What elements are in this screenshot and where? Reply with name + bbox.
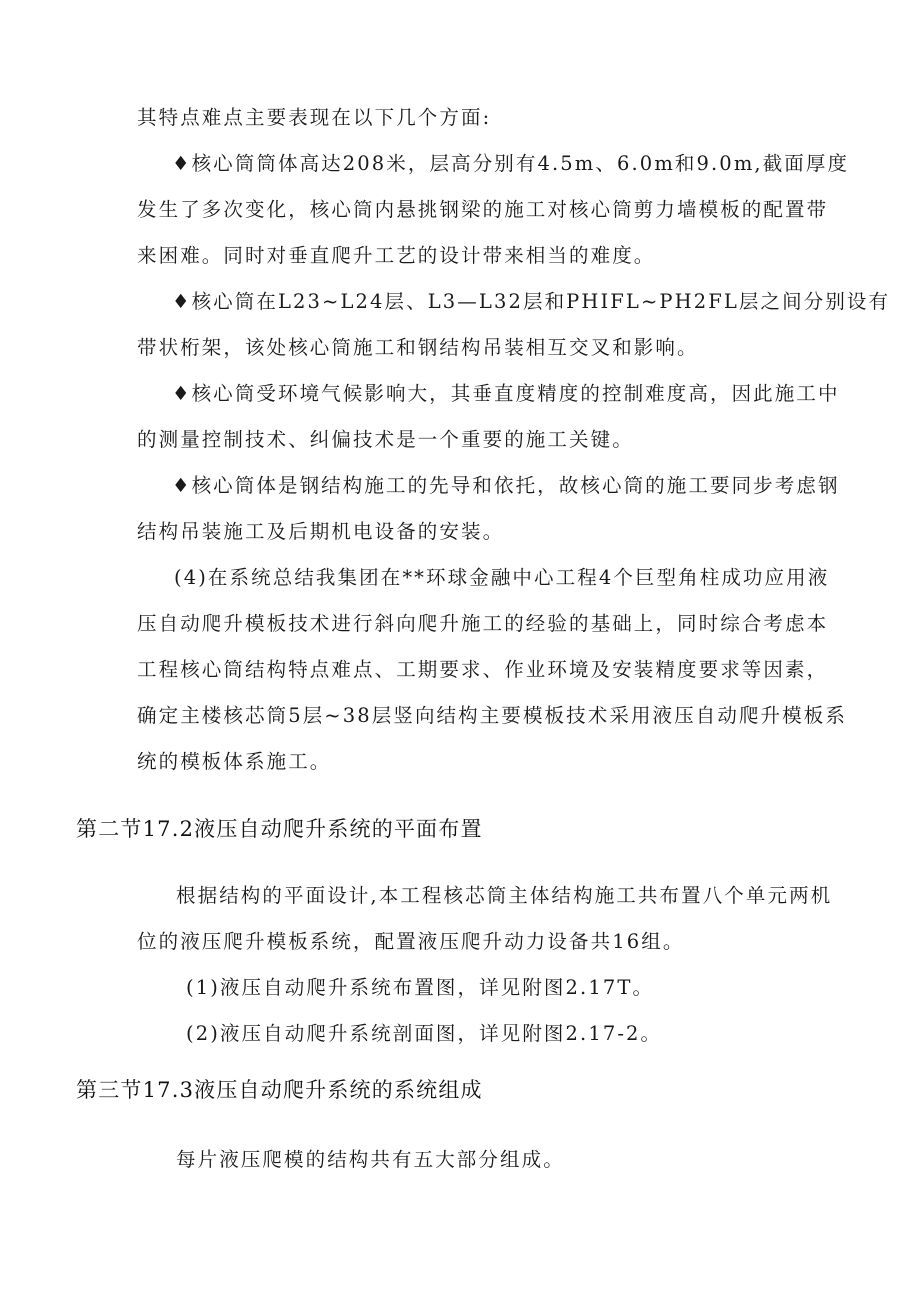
section2-line2: 位的液压爬升模板系统，配置液压爬升动力设备共16组。 [137,930,685,953]
bullet1-line1: ♦核心筒筒体高达208米，层高分别有4.5m、6.0m和9.0m,截面厚度 [172,152,850,175]
bullet4-line2: 结构吊装施工及后期机电设备的安装。 [137,520,505,543]
para4-line3: 工程核心筒结构特点难点、工期要求、作业环境及安装精度要求等因素， [137,658,829,681]
section2-item2: (2)液压自动爬升系统剖面图，详见附图2.17-2。 [186,1022,663,1045]
para4-line4: 确定主楼核芯筒5层~38层竖向结构主要模板技术采用液压自动爬升模板系 [137,704,847,727]
para4-line5: 统的模板体系施工。 [137,750,332,773]
bullet3-line2: 的测量控制技术、纠偏技术是一个重要的施工关键。 [137,428,634,451]
section3-heading: 第三节17.3液压自动爬升系统的系统组成 [76,1078,483,1102]
bullet1-line3: 来困难。同时对垂直爬升工艺的设计带来相当的难度。 [137,244,656,267]
section2-item1: (1)液压自动爬升系统布置图，详见附图2.17T。 [186,976,655,999]
section3-line1: 每片液压爬模的结构共有五大部分组成。 [176,1148,565,1171]
bullet3-line1: ♦核心筒受环境气候影响大，其垂直度精度的控制难度高，因此施工中 [172,382,840,405]
bullet2-line2: 带状桁架，该处核心筒施工和钢结构吊装相互交叉和影响。 [137,336,699,359]
para4-line2: 压自动爬升模板技术进行斜向爬升施工的经验的基础上，同时综合考虑本 [137,612,829,635]
section2-line1: 根据结构的平面设计,本工程核芯筒主体结构施工共布置八个单元两机 [176,884,833,907]
bullet1-line2: 发生了多次变化，核心筒内悬挑钢梁的施工对核心筒剪力墙模板的配置带 [137,198,829,221]
para4-line1: (4)在系统总结我集团在**环球金融中心工程4个巨型角柱成功应用液 [174,566,830,589]
bullet2-line1: ♦核心筒在L23~L24层、L3—L32层和PHIFL~PH2FL层之间分别设有 [172,290,891,313]
bullet4-line1: ♦核心筒体是钢结构施工的先导和依托，故核心筒的施工要同步考虑钢 [172,474,840,497]
intro-text: 其特点难点主要表现在以下几个方面: [137,106,492,129]
section2-heading: 第二节17.2液压自动爬升系统的平面布置 [76,817,483,841]
